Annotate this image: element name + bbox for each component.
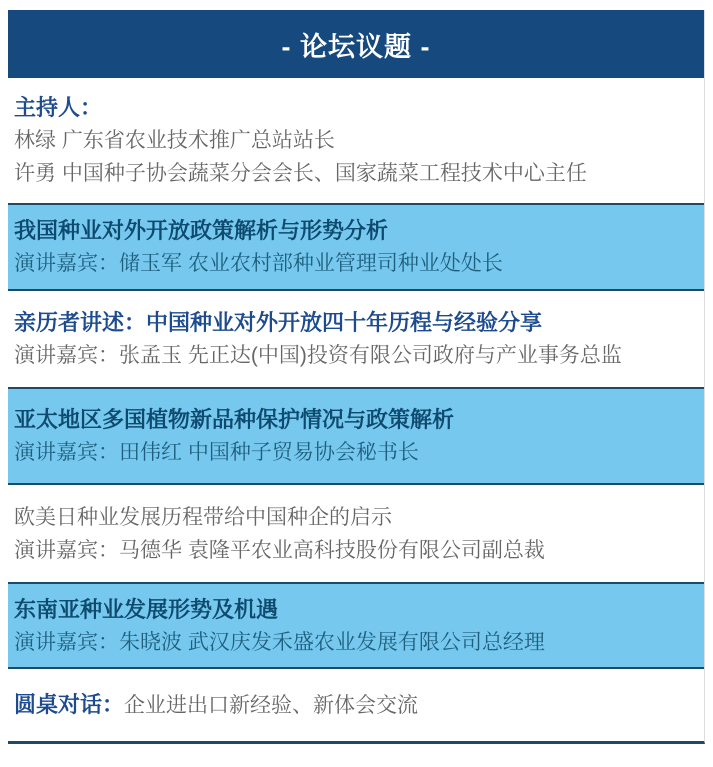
section-topic-1: [8, 203, 704, 291]
moderators-heading: 主持人：: [14, 95, 103, 120]
topic-4-title: 欧美日种业发展历程带给中国种企的启示: [14, 505, 392, 529]
agenda-title: - 论坛议题 -: [281, 31, 431, 62]
roundtable-content: 企业进出口新经验、新体会交流: [124, 694, 419, 717]
topic-3-speaker: 演讲嘉宾：田伟红 中国种子贸易协会秘书长: [14, 441, 419, 464]
moderator-entry-1: 林绿 广东省农业技术推广总站站长: [14, 129, 335, 152]
section-topic-4: [8, 485, 704, 582]
topic-5-speaker: 演讲嘉宾：朱晓波 武汉庆发禾盛农业发展有限公司总经理: [14, 630, 545, 654]
topic-5-title: 东南亚种业发展形势及机遇: [14, 596, 279, 622]
topic-1-speaker: 演讲嘉宾：储玉军 农业农村部种业管理司种业处处长: [14, 252, 503, 275]
topic-3-title: 亚太地区多国植物新品种保护情况与政策解析: [14, 407, 455, 432]
section-topic-2: [8, 291, 704, 387]
roundtable-label: 圆桌对话：: [14, 692, 125, 717]
topic-4-speaker: 演讲嘉宾：马德华 袁隆平农业高科技股份有限公司副总裁: [14, 538, 545, 562]
agenda-header: [8, 10, 704, 78]
roundtable-line: [14, 688, 700, 722]
topic-1-title: 我国种业对外开放政策解析与形势分析: [14, 218, 389, 243]
section-roundtable: [8, 669, 704, 741]
section-topic-3: [8, 387, 704, 485]
agenda-card: [8, 10, 705, 744]
section-topic-5: [8, 582, 704, 669]
section-moderators: [8, 78, 704, 203]
moderator-entry-2: 许勇 中国种子协会蔬菜分会会长、国家蔬菜工程技术中心主任: [14, 162, 587, 185]
topic-2-title: 亲历者讲述：中国种业对外开放四十年历程与经验分享: [14, 310, 543, 335]
topic-2-speaker: 演讲嘉宾：张孟玉 先正达(中国)投资有限公司政府与产业事务总监: [14, 344, 622, 367]
